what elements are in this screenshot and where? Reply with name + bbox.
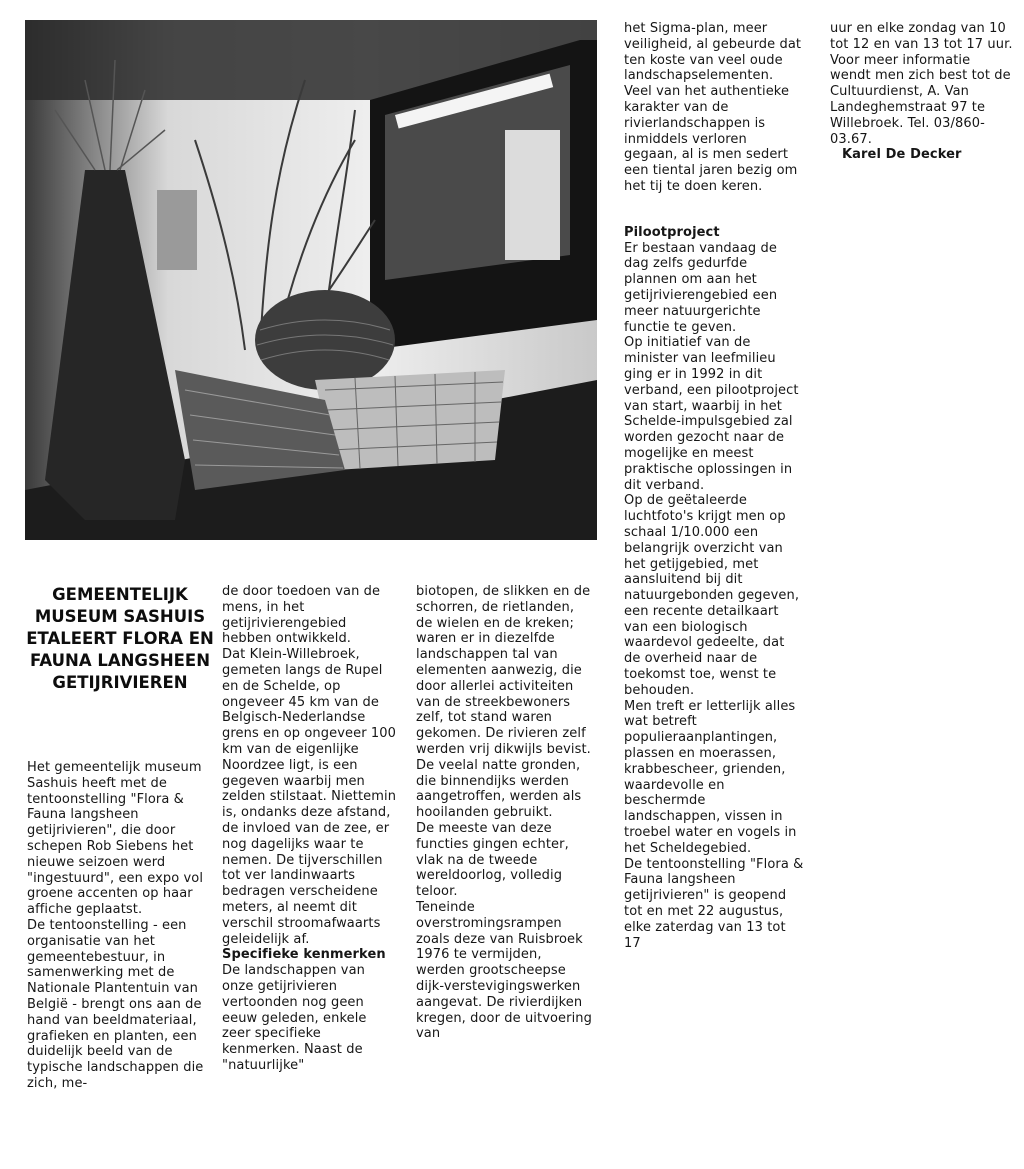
author-byline: Karel De Decker [842, 147, 962, 163]
paragraph: het Sigma-plan, meer veiligheid, al gebeurde dat ten koste van veel oude landschapselementen. [624, 21, 802, 84]
photo-illustration [25, 20, 597, 540]
column-5 [830, 21, 1014, 163]
paragraph: Het gemeentelijk museum Sashuis heeft met de tentoonstelling "Flora & Fauna langsheen getijrivieren", die door schepen Rob Siebens het nieuwe seizoen werd "ingestuurd", een expo vol groene accenten op haar affiche geplaatst. [27, 760, 204, 918]
column-4 [624, 21, 804, 951]
paragraph: de door toedoen van de mens, in het getijrivierengebied hebben ontwikkeld. [222, 584, 381, 647]
paragraph: De landschappen van onze getijrivieren vertoonden nog geen eeuw geleden, enkele zeer specifieke kenmerken. Naast de "natuurlijke" [222, 963, 367, 1073]
paragraph: Op initiatief van de minister van leefmilieu ging er in 1992 in dit verband, een pilootproject van start, waarbij in het Schelde-impulsgebied zal worden gezocht naar de mogelijke en meest praktische oplossingen in dit verband. [624, 335, 799, 493]
paragraph: De meeste van deze functies gingen echter, vlak na de tweede wereldoorlog, volledig teloor. [416, 820, 569, 900]
paragraph: uur en elke zondag van 10 tot 12 en van 13 tot 17 uur. [830, 21, 1013, 52]
paragraph: Voor meer informatie wendt men zich best tot de Cultuurdienst, A. Van Landeghemstraat 97 te Willebroek. Tel. 03/860-03.67. [830, 52, 1011, 147]
paragraph: Dat Klein-Willebroek, gemeten langs de Rupel en de Schelde, op ongeveer 45 km van de Belgisch-Nederlandse grens en op ongeveer 100 km van de eigenlijke Noordzee ligt, is een gegeven waarbij men zelden stilstaat. Niettemin is, ondanks deze afstand, de invloed van de zee, er nog dagelijks waar te nemen. De tijverschillen tot ver landinwaarts bedragen verscheidene meters, al neemt dit verschil stroomafwaarts geleidelijk af. [222, 647, 397, 947]
paragraph: De tentoonstelling "Flora & Fauna langsheen getijrivieren" is geopend tot en met 22 augustus, elke zaterdag van 13 tot 17 [624, 856, 804, 951]
section-heading: Pilootproject [624, 224, 720, 240]
exhibition-photo [25, 20, 597, 540]
column-3 [416, 584, 594, 1042]
paragraph: Men treft er letterlijk alles wat betreft populieraanplantingen, plassen en moerassen, krabbescheer, grienden, waardevolle en beschermde landschappen, vissen in troebel water en vogels in het Scheldegebied. [624, 698, 797, 856]
paragraph: Teneinde overstromingsrampen zoals deze van Ruisbroek 1976 te vermijden, werden grootscheepse dijk-verstevigingswerken aangevat. De rivierdijken kregen, door de uitvoering van [416, 899, 592, 1042]
article-headline: GEMEENTELIJK MUSEUM SASHUIS ETALEERT FLORA EN FAUNA LANGSHEEN GETIJRIVIEREN [26, 585, 214, 692]
paragraph: Op de geëtaleerde luchtfoto's krijgt men op schaal 1/10.000 een belangrijk overzicht van het getijgebied, met aansluitend bij dit natuurgebonden gegeven, een recente detailkaart van een biologisch waardevol gedeelte, dat de overheid naar de toekomst toe, wenst te behouden. [624, 493, 800, 698]
section-heading: Specifieke kenmerken [222, 947, 386, 963]
paragraph: De tentoonstelling - een organisatie van het gemeentebestuur, in samenwerking met de Nationale Plantentuin van België - brengt ons aan de hand van beeldmateriaal, grafieken en planten, een duidelijk beeld van de typische landschappen die zich, me- [27, 917, 204, 1091]
column-1 [27, 760, 205, 1092]
paragraph: Er bestaan vandaag de dag zelfs gedurfde plannen om aan het getijrivierengebied een meer natuurgerichte functie te geven. [624, 240, 778, 335]
paragraph: biotopen, de slikken en de schorren, de rietlanden, de wielen en de kreken; waren er in diezelfde landschappen tal van elementen aanwezig, die door allerlei activiteiten van de streekbewoners zelf, tot stand waren gekomen. De rivieren zelf werden vrij dikwijls bevist. De veelal natte gronden, die binnendijks werden aangetroffen, werden als hooilanden gebruikt. [416, 584, 591, 821]
column-2 [222, 584, 398, 1074]
paragraph: Veel van het authentieke karakter van de rivierlandschappen is inmiddels verloren gegaan, al is men sedert een tiental jaren bezig om het tij te doen keren. [624, 84, 798, 194]
